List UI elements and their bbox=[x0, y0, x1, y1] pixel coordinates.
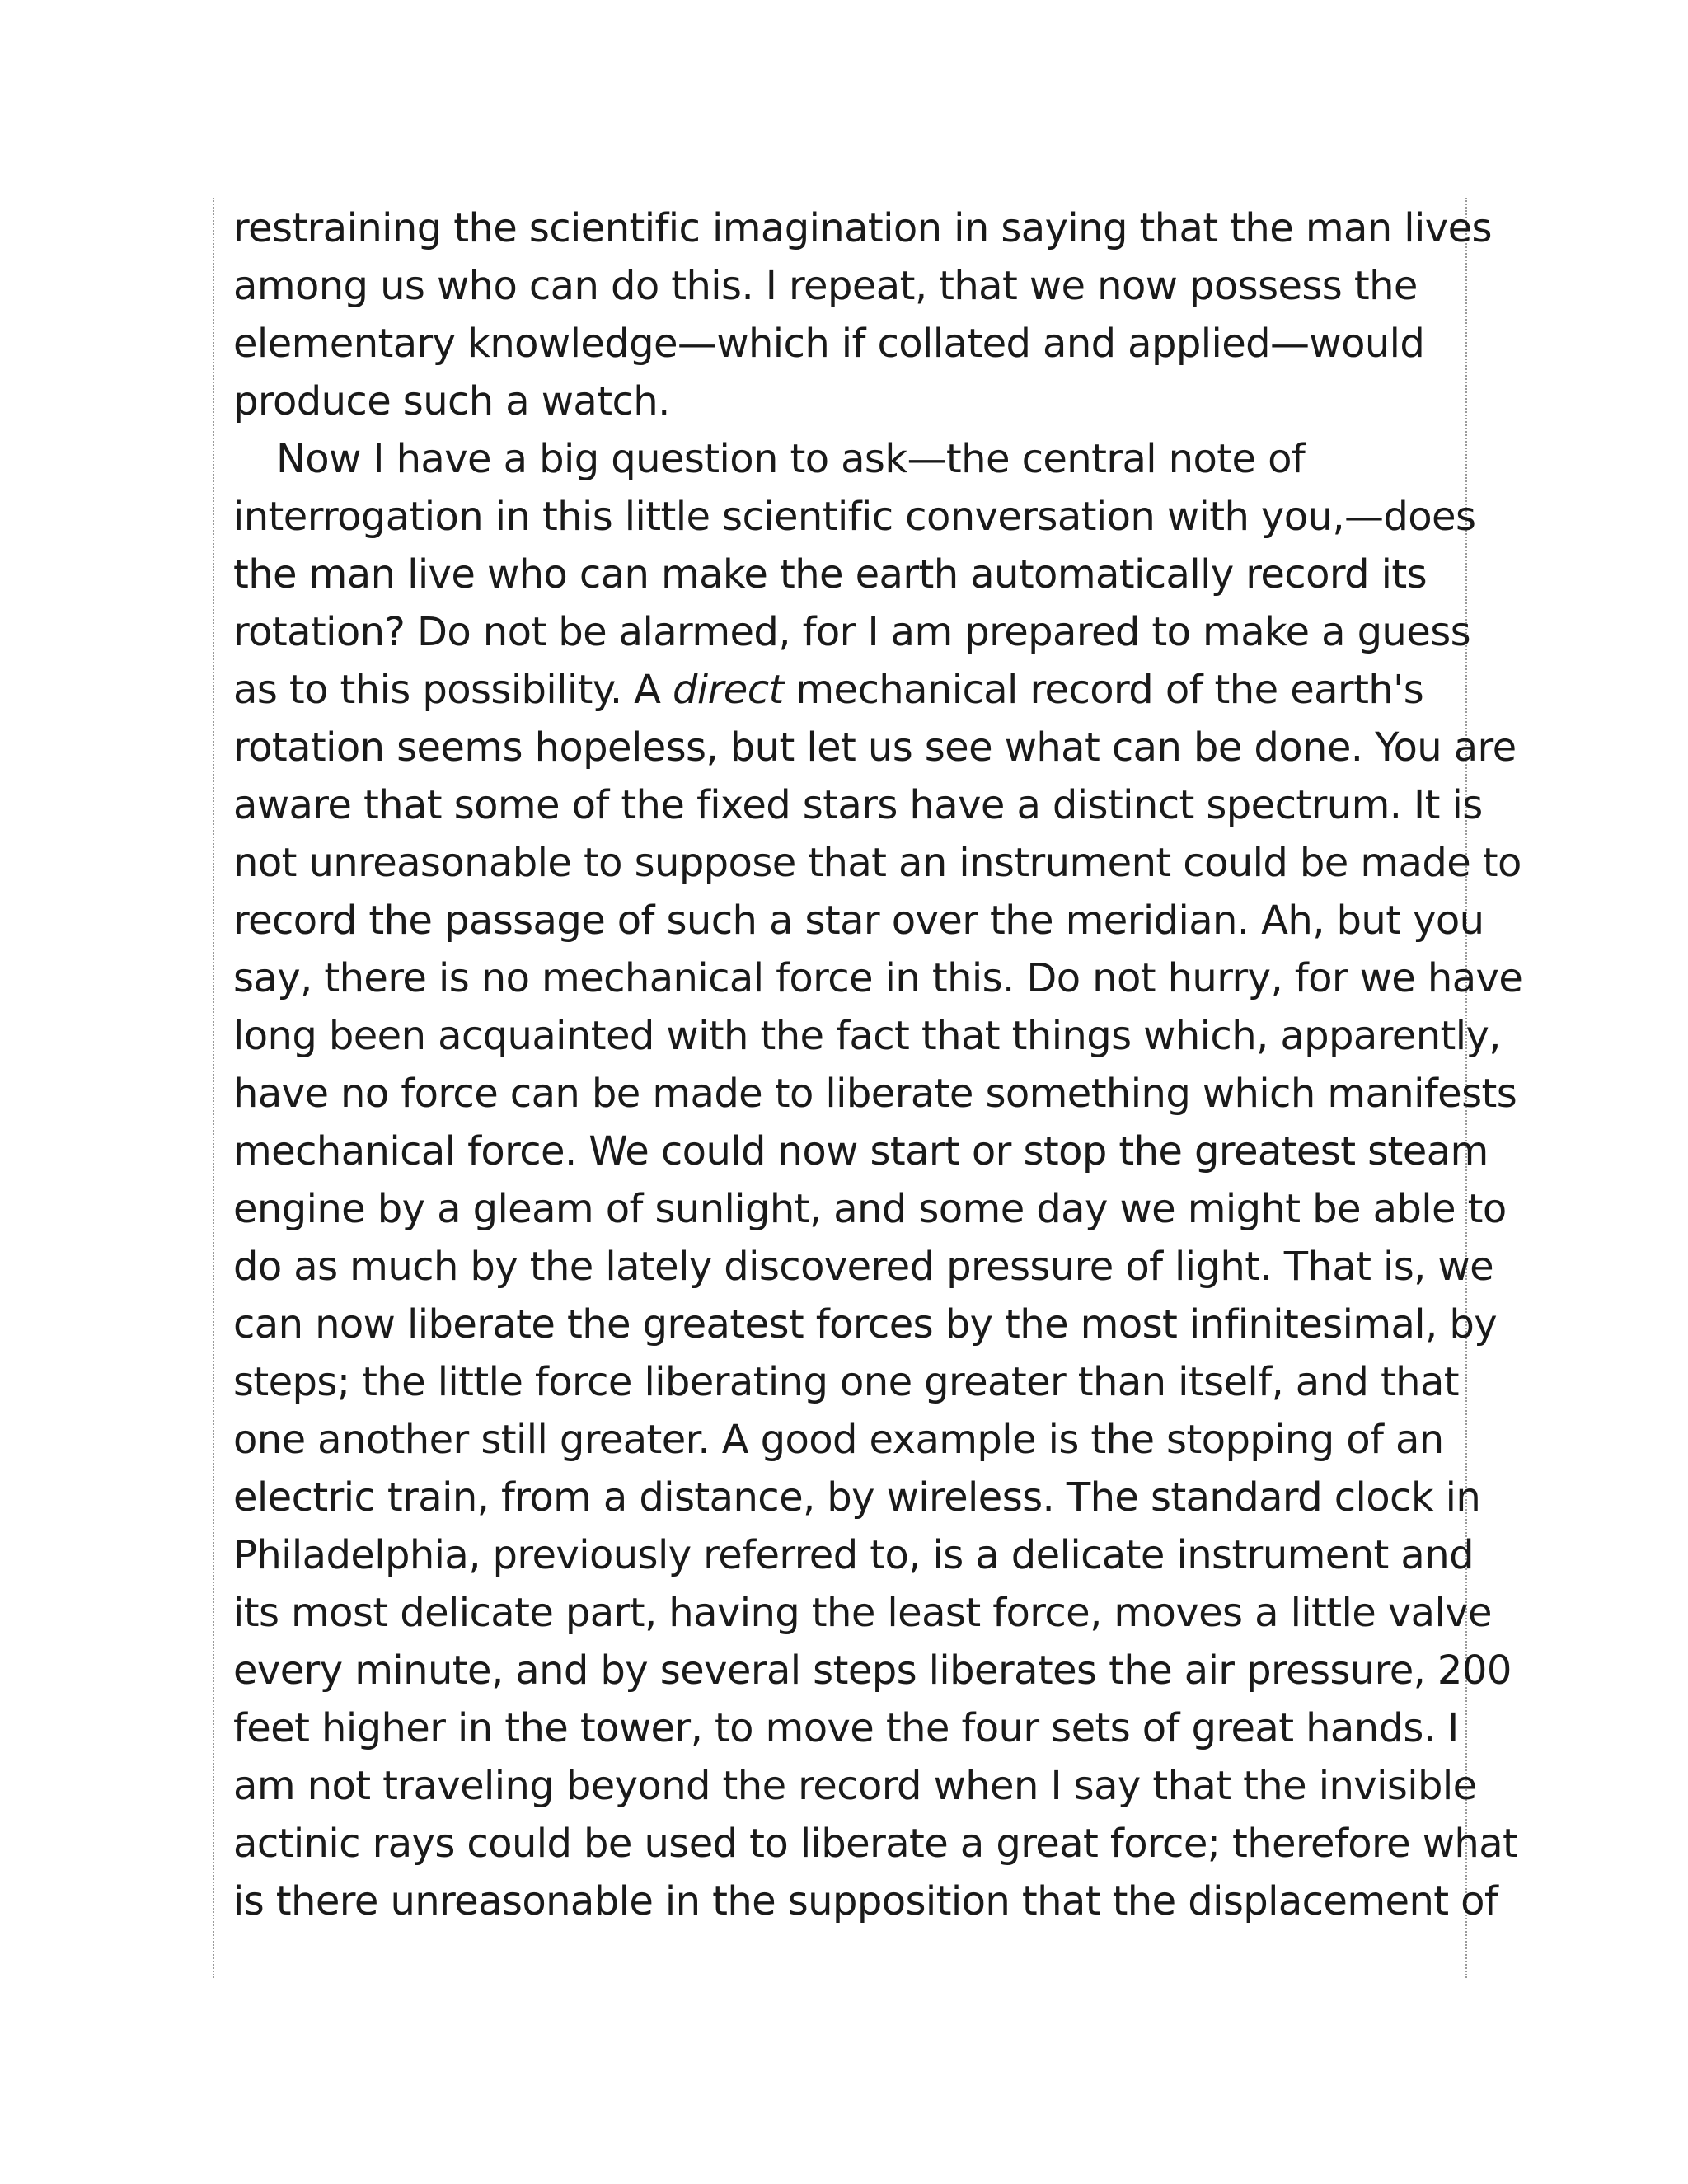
text-line: actinic rays could be used to liberate a great force; therefore what bbox=[233, 1821, 1518, 1867]
text-line: long been acquainted with the fact that things which, apparently, bbox=[233, 1013, 1501, 1059]
text-line: rotation? Do not be alarmed, for I am prepared to make a guess bbox=[233, 609, 1471, 655]
italic-word: direct bbox=[673, 667, 784, 713]
text-line: among us who can do this. I repeat, that we now possess the bbox=[233, 263, 1418, 309]
text-line: say, there is no mechanical force in this. Do not hurry, for we have bbox=[233, 955, 1523, 1001]
text-line: engine by a gleam of sunlight, and some day we might be able to bbox=[233, 1186, 1507, 1232]
text-line: feet higher in the tower, to move the four sets of great hands. I bbox=[233, 1705, 1459, 1751]
text-line: the man live who can make the earth automatically record its bbox=[233, 551, 1428, 598]
text-line: not unreasonable to suppose that an instrument could be made to bbox=[233, 840, 1522, 886]
text-line: every minute, and by several steps liberates the air pressure, 200 bbox=[233, 1647, 1512, 1694]
text-line: restraining the scientific imagination in saying that the man lives bbox=[233, 205, 1492, 251]
body-text bbox=[233, 199, 1523, 1930]
text-line: am not traveling beyond the record when I say that the invisible bbox=[233, 1763, 1477, 1809]
text-line: Philadelphia, previously referred to, is a delicate instrument and bbox=[233, 1532, 1474, 1578]
text-line: electric train, from a distance, by wireless. The standard clock in bbox=[233, 1474, 1481, 1521]
text-line: can now liberate the greatest forces by the most infinitesimal, by bbox=[233, 1301, 1498, 1347]
text-line-with-italic bbox=[233, 661, 1470, 719]
text-line: record the passage of such a star over the meridian. Ah, but you bbox=[233, 898, 1484, 944]
text-line: its most delicate part, having the least force, moves a little valve bbox=[233, 1590, 1492, 1636]
text-line: aware that some of the fixed stars have a distinct spectrum. It is bbox=[233, 782, 1483, 828]
text-line: steps; the little force liberating one greater than itself, and that bbox=[233, 1359, 1460, 1405]
text-line: elementary knowledge—which if collated and applied—would bbox=[233, 321, 1425, 367]
text-segment: mechanical record of the earth's bbox=[783, 667, 1424, 713]
text-line: do as much by the lately discovered pressure of light. That is, we bbox=[233, 1244, 1494, 1290]
text-line: one another still greater. A good example is the stopping of an bbox=[233, 1417, 1444, 1463]
text-line: have no force can be made to liberate something which manifests bbox=[233, 1071, 1517, 1117]
text-line: rotation seems hopeless, but let us see what can be done. You are bbox=[233, 724, 1517, 771]
paragraph-start-line: Now I have a big question to ask—the central note of bbox=[276, 436, 1306, 482]
text-line: produce such a watch. bbox=[233, 378, 670, 424]
text-segment: as to this possibility. A bbox=[233, 667, 673, 713]
text-line: is there unreasonable in the supposition that the displacement of bbox=[233, 1878, 1498, 1924]
text-line: interrogation in this little scientific conversation with you,—does bbox=[233, 494, 1476, 540]
text-line: mechanical force. We could now start or stop the greatest steam bbox=[233, 1128, 1489, 1174]
